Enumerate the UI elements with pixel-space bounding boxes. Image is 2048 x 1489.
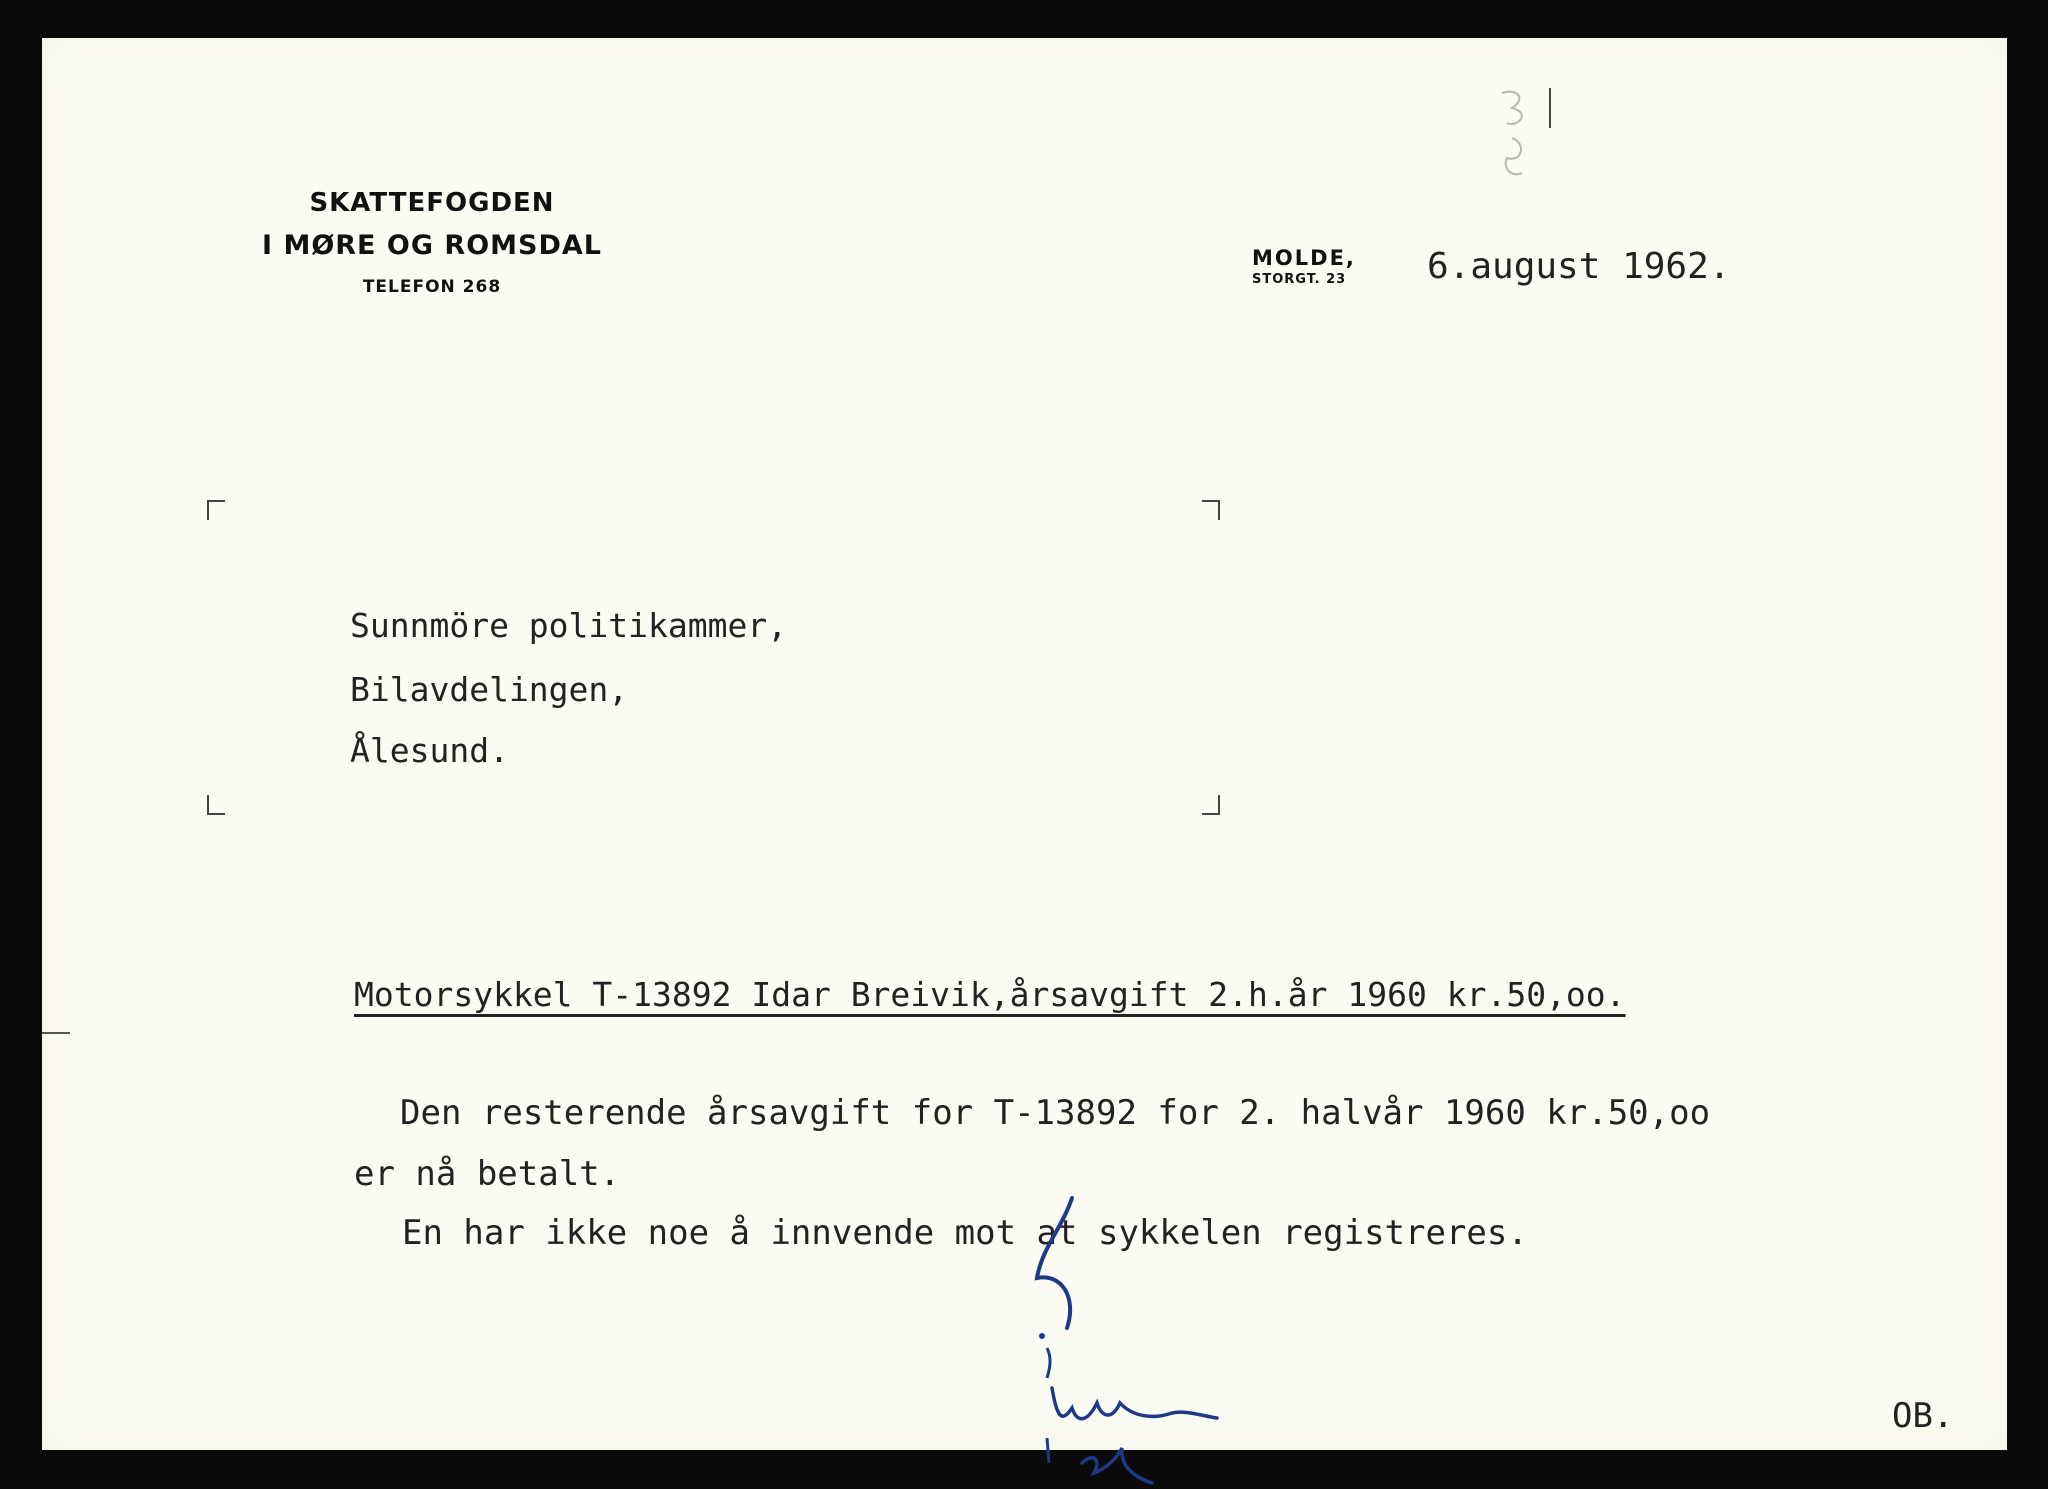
recipient-line: Ålesund. xyxy=(350,731,509,770)
pencil-scribble xyxy=(1472,78,1562,188)
letter-date: 6.august 1962. xyxy=(1427,246,1731,287)
address-corner-mark xyxy=(207,795,225,815)
address-corner-mark xyxy=(1202,795,1220,815)
letterhead xyxy=(182,188,682,297)
fold-mark xyxy=(42,1032,70,1034)
letterhead-region: I MØRE OG ROMSDAL xyxy=(262,230,602,261)
typist-initials: OB. xyxy=(1892,1396,1954,1436)
address-corner-mark xyxy=(207,500,225,520)
body-line: er nå betalt. xyxy=(354,1154,621,1194)
recipient-line: Sunnmöre politikammer, xyxy=(350,606,788,645)
handwritten-signature xyxy=(1002,1188,1242,1488)
sender-location xyxy=(1252,246,1356,287)
sender-city: MOLDE, xyxy=(1252,246,1356,270)
letter-sheet xyxy=(42,38,2007,1450)
letterhead-phone: TELEFON 268 xyxy=(362,277,502,297)
letterhead-office: SKATTEFOGDEN xyxy=(309,188,555,218)
body-line: Den resterende årsavgift for T-13892 for 2. halvår 1960 kr.50,oo xyxy=(400,1093,1711,1133)
body-line: En har ikke noe å innvende mot at sykkelen registreres. xyxy=(402,1213,1528,1253)
letter-subject: Motorsykkel T-13892 Idar Breivik,årsavgift 2.h.år 1960 kr.50,oo. xyxy=(354,975,1626,1014)
sender-street: STORGT. 23 xyxy=(1252,272,1347,287)
recipient-line: Bilavdelingen, xyxy=(350,670,629,709)
address-corner-mark xyxy=(1202,500,1220,520)
